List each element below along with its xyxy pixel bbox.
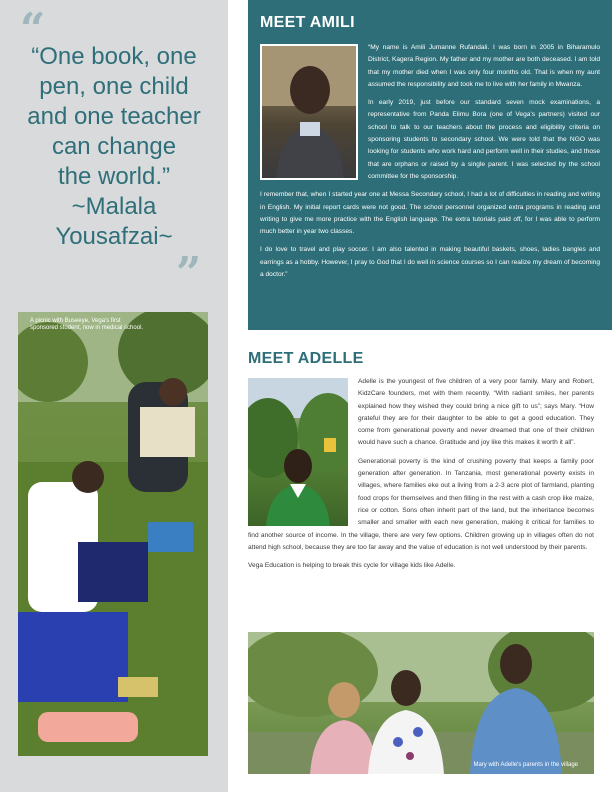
quote-line: and one teacher bbox=[27, 103, 201, 130]
meet-amili-section bbox=[248, 0, 612, 330]
quote-line: “One book, one bbox=[31, 43, 197, 70]
amili-paragraph: “My name is Amili Jumanne Rufandali. I was born in 2005 in Biharamulo District, Kagera Region. My father and my mother are both deceased. I am told that my mother died when I was only four months old. That is when my aunt assumed the responsibility and took me to live with her family in Mwanza. bbox=[368, 44, 600, 88]
amili-paragraph: I remember that, when I started year one at Messa Secondary school, I had a lot of difficulties in reading and writing in English. My initial report cards were not good. The school personnel organized extra programs in reading and writing to give me more practice with the English language. The extra tutorials paid off, for I was able to perform much better in year two classes. bbox=[260, 191, 600, 236]
quote-sidebar bbox=[0, 0, 228, 792]
parents-photo-illustration bbox=[248, 632, 594, 774]
adelle-story bbox=[248, 376, 594, 578]
amili-paragraph: I do love to travel and play soccer. I am also talented in making beautiful baskets, shoes, ladies bangles and earrings as a hobby. However, I pray to God that I do well in science courses so I can realize my dream of becoming a doctor.” bbox=[260, 246, 600, 279]
quote-author-line: Yousafzai~ bbox=[55, 223, 173, 250]
parents-photo-caption: Mary with Adelle's parents in the village bbox=[473, 762, 578, 768]
quote-line: the world.” bbox=[57, 163, 171, 190]
amili-heading: MEET AMILI bbox=[260, 14, 355, 31]
adelle-paragraph: Generational poverty is the kind of crushing poverty that keeps a family poor generation after generation. In Tanzania, most generational poverty exists in villages, where families eke out a living from a 2-3 acre plot of farmland, planting food crops for themselves and then filling in the rest with a cash crop like maize, rice or cotton. Sons often inherit part of the land, but the inheritance becomes smaller and smaller with each new generation, making it critical for families to find another source of income. In the village, there are very few options. Children growing up in villages often do not attend high school, because they are too far away and the value of education is not well understood by their parents. bbox=[248, 457, 594, 551]
amili-story bbox=[260, 42, 600, 287]
adelle-heading: MEET ADELLE bbox=[248, 350, 364, 367]
malala-quote bbox=[10, 42, 218, 252]
adelle-paragraph: Vega Education is helping to break this cycle for village kids like Adelle. bbox=[248, 562, 456, 570]
close-quote-mark-icon: ” bbox=[176, 248, 202, 299]
amili-paragraph: In early 2019, just before our standard seven mock examinations, a representative from Panda Elimu Bora (one of Vega's partners) visited our school to talk to our teachers about the process and eligibility criteria on sponsoring students to secondary school. We were told that the NGO was looking for students who work hard and perform well in their studies, and those that are orphans or raised by a single parent. I was selected by the school committee for the sponsorship. bbox=[368, 99, 600, 180]
adelle-paragraph: Adelle is the youngest of five children of a very poor family. Mary and Robert, KidzCare founders, met with them recently. “With radiant smiles, her parents explained how they wished they could bring a nice gift to us”; says Mary. “How grateful they are for their daughter to be able to get a good education. They come from generational poverty and never dreamed that one of their children would have such a chance. Gratitude and joy like this makes it worth it all”. bbox=[358, 378, 594, 447]
picnic-photo-illustration bbox=[18, 312, 208, 756]
picnic-photo-caption: A picnic with Buseeye, Vega's first sponsored student, now in medical school. bbox=[30, 318, 144, 331]
quote-line: can change bbox=[51, 133, 177, 160]
quote-line: pen, one child bbox=[39, 73, 189, 100]
adelle-parents-photo bbox=[248, 632, 594, 774]
quote-author-line: ~Malala bbox=[71, 193, 157, 220]
picnic-photo bbox=[18, 312, 208, 756]
open-quote-mark-icon: “ bbox=[20, 4, 46, 55]
